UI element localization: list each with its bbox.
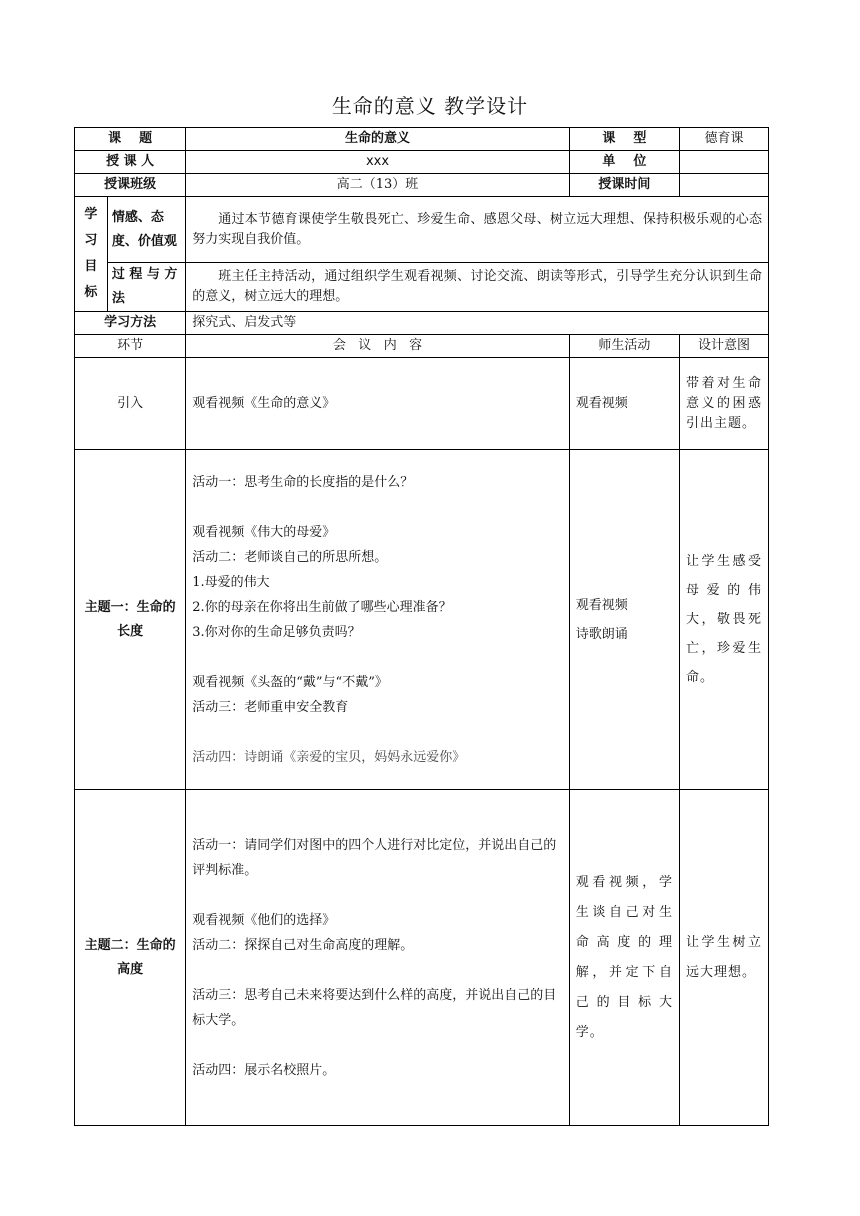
activity-line: 观看视频 (575, 597, 628, 613)
objective-text-attitude: 通过本节德育课使学生敬畏死亡、珍爱生命、感恩父母、树立远大理想、保持积极乐观的心态努力实现自我价值。 (186, 197, 769, 263)
content-line: 活动二：老师谈自己的所思所想。 (192, 549, 388, 565)
objective-row-2 (75, 263, 769, 312)
objectives-label (75, 197, 108, 312)
objective-label-attitude: 情感、态度、价值观 (107, 197, 185, 263)
teacher-label: 授 课 人 (75, 151, 186, 174)
section-intent: 带着对生命意义的困惑引出主题。 (679, 358, 768, 450)
col-content: 会 议 内 容 (186, 335, 570, 358)
type-label: 课 型 (569, 128, 679, 151)
method-label: 学习方法 (75, 312, 186, 335)
section-name: 主题二：生命的高度 (75, 790, 186, 1126)
section-activity (569, 358, 679, 450)
content-line: 2.你的母亲在你将出生前做了哪些心理准备？ (192, 599, 452, 615)
section-activity: 观看视频，学生谈自己对生命高度的理解，并定下自己的目标大学。 (569, 790, 679, 1126)
header-row-teacher (75, 151, 769, 174)
time-value (679, 174, 768, 197)
content-line: 活动二：探探自己对生命高度的理解。 (192, 937, 414, 953)
content-line (192, 883, 563, 908)
content-line: 观看视频《伟大的母爱》 (192, 524, 336, 540)
section-activity (569, 450, 679, 790)
method-value: 探究式、启发式等 (186, 312, 769, 335)
content-line: 观看视频《生命的意义》 (192, 395, 336, 411)
section-name: 引入 (75, 358, 186, 450)
section-intent: 让学生感受母爱的伟大，敬畏死亡，珍爱生命。 (679, 450, 768, 790)
unit-value (679, 151, 768, 174)
content-line: 活动一：请同学们对图中的四个人进行对比定位，并说出自己的评判标准。 (192, 837, 557, 878)
class-label: 授课班级 (75, 174, 186, 197)
content-line (192, 1033, 563, 1058)
col-activity: 师生活动 (569, 335, 679, 358)
document-title: 生命的意义 教学设计 (331, 94, 529, 118)
content-line: 3.你对你的生命足够负责吗？ (192, 624, 361, 640)
content-line: 活动一：思考生命的长度指的是什么？ (192, 474, 414, 490)
content-line (192, 958, 563, 983)
type-value: 德育课 (679, 128, 768, 151)
column-header-row (75, 335, 769, 358)
col-stage: 环节 (75, 335, 186, 358)
content-line: 活动三：老师重申安全教育 (192, 699, 349, 715)
content-line: 观看视频《他们的选择》 (192, 912, 336, 928)
method-row (75, 312, 769, 335)
section-intent: 让学生树立远大理想。 (679, 790, 768, 1126)
objectives-label-text: 学习目标 (84, 207, 98, 300)
activity-line: 诗歌朗诵 (575, 626, 628, 642)
activity-line: 观看视频 (575, 395, 628, 411)
section-content (186, 358, 570, 450)
topic-value: 生命的意义 (186, 128, 570, 151)
section-content (186, 450, 570, 790)
content-line: 观看视频《头盔的“戴”与“不戴”》 (192, 674, 388, 690)
section-row-height (75, 790, 769, 1126)
time-label: 授课时间 (569, 174, 679, 197)
content-line (192, 495, 563, 520)
content-line: 活动三：思考自己未来将要达到什么样的高度，并说出自己的目标大学。 (192, 987, 557, 1028)
content-line: 活动四：诗朗诵《亲爱的宝贝，妈妈永远爱你》 (192, 749, 466, 765)
section-content (186, 790, 570, 1126)
content-line: 活动四：展示名校照片。 (192, 1062, 336, 1078)
objective-text-process: 班主任主持活动，通过组织学生观看视频、讨论交流、朗读等形式，引导学生充分认识到生命的意义，树立远大的理想。 (186, 263, 769, 312)
objective-row-1 (75, 197, 769, 263)
header-row-class (75, 174, 769, 197)
unit-label: 单 位 (569, 151, 679, 174)
content-line: 1.母爱的伟大 (192, 574, 270, 590)
col-intent: 设计意图 (679, 335, 768, 358)
header-row-topic (75, 128, 769, 151)
section-row-length (75, 450, 769, 790)
topic-label: 课 题 (75, 128, 186, 151)
lesson-plan-table (74, 127, 769, 1126)
teacher-value: xxx (186, 151, 570, 174)
section-name: 主题一：生命的长度 (75, 450, 186, 790)
objective-label-process: 过 程 与 方法 (107, 263, 185, 312)
content-line (192, 645, 563, 670)
class-value: 高二（13）班 (186, 174, 570, 197)
content-line (192, 720, 563, 745)
section-row-intro (75, 358, 769, 450)
